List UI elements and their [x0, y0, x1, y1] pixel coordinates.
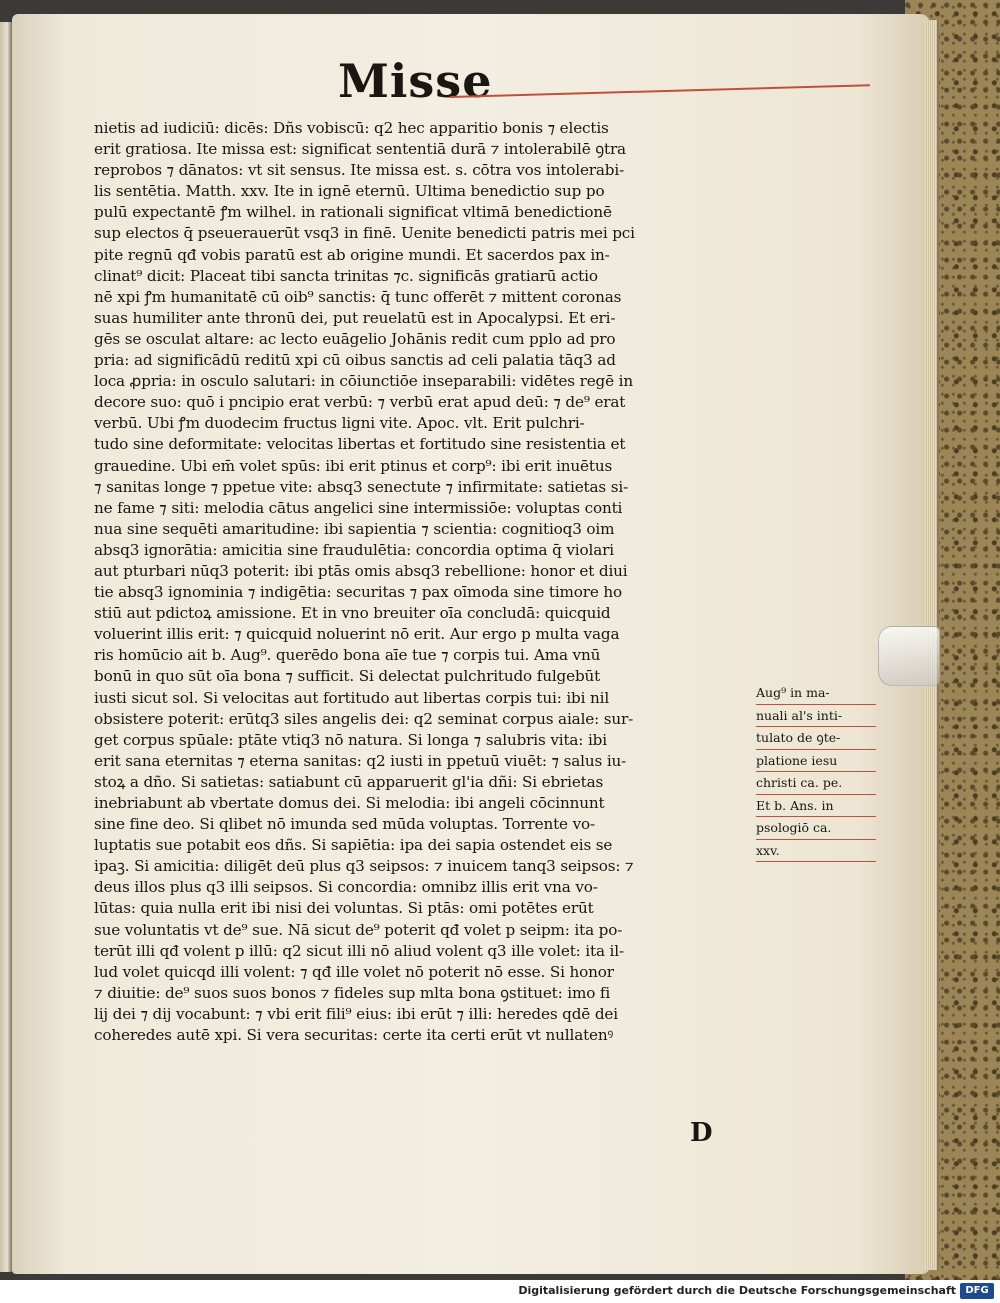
- text-line: clinat⁹ dicit: Placeat tibi sancta trinitas ⁊c. significās gratiarū actio: [94, 266, 598, 285]
- marginal-note-line: xxv.: [756, 840, 876, 863]
- text-line: pria: ad significādū reditū xpi cū oibus sanctis ad celi palatia tāq3 ad: [94, 351, 616, 370]
- signature-mark: D: [690, 1118, 713, 1148]
- running-head: Misse: [338, 54, 493, 108]
- text-line: erit gratiosa. Ite missa est: significat sententiā durā ⁊ intolerabilē ꝯtra: [94, 140, 626, 159]
- text-line: sue voluntatis vt de⁹ sue. Nā sicut de⁹ poterit qđ volet p seipm: ita po-: [94, 920, 623, 939]
- text-line: decore suo: quō i pncipio erat verbū: ⁊ verbū erat apud deū: ⁊ de⁹ erat: [94, 393, 626, 412]
- text-line: get corpus spūale: ptāte vtiq3 nō natura. Si longa ⁊ salubris vita: ibi: [94, 730, 607, 749]
- text-line: nē xpi ꝭm humanitatē cū oib⁹ sanctis: q̄ tunc offerēt ⁊ mittent coronas: [94, 287, 622, 306]
- text-line: inebriabunt ab vbertate domus dei. Si melodia: ibi angeli cōcinnunt: [94, 794, 605, 812]
- left-page-edge: [0, 22, 12, 1272]
- marginal-note-line: Aug⁹ in ma-: [756, 682, 876, 705]
- text-line: ⁊ sanitas longe ⁊ ppetue vite: absq3 senectute ⁊ infirmitate: satietas si-: [94, 477, 629, 496]
- text-line: sup electos q̄ pseuerauerūt vsq3 in finē. Uenite benedicti patris mei pci: [94, 224, 635, 243]
- text-line: stoꝝ a dño. Si satietas: satiabunt cū apparuerit gl'ia dñi: Si ebrietas: [94, 772, 604, 791]
- text-line: absq3 ignorātia: amicitia sine fraudulētia: concordia optima q̄ violari: [94, 540, 614, 559]
- marginal-note-line: psologiō ca.: [756, 817, 876, 840]
- text-line: nietis ad iudiciū: dicēs: Dñs vobiscū: q2 hec apparitio bonis ⁊ electis: [94, 119, 609, 137]
- text-line: lis sentētia. Matth. xxv. Ite in ignē eternū. Ultima benedictio sup po: [94, 182, 605, 201]
- marginal-note-line: nuali al's inti-: [756, 705, 876, 728]
- page-clip: [878, 626, 940, 686]
- text-line: iusti sicut sol. Si velocitas aut fortitudo aut libertas corpis tui: ibi nil: [94, 688, 610, 707]
- text-line: pite regnū qđ vobis paratū est ab origine mundi. Et sacerdos pax in-: [94, 245, 610, 264]
- text-line: erit sana eternitas ⁊ eterna sanitas: q2 iusti in ppetuū viuēt: ⁊ salus iu-: [94, 751, 627, 770]
- text-line: tie absq3 ignominia ⁊ indigētia: securitas ⁊ pax oīmoda sine timore ho: [94, 583, 623, 602]
- marginal-note-line: Et b. Ans. in: [756, 795, 876, 818]
- marginal-note: [756, 682, 876, 862]
- text-line: coheredes autē xpi. Si vera securitas: certe ita certi erūt vt nullatenꝰ: [94, 1026, 614, 1045]
- marginal-note-line: christi ca. pe.: [756, 772, 876, 795]
- text-line: obsistere poterit: erūtq3 siles angelis dei: q2 seminat corpus aiale: sur-: [94, 709, 634, 728]
- text-line: deus illos plus q3 illi seipsos. Si concordia: omnibz illis erit vna vo-: [94, 878, 598, 897]
- footer-bar: [0, 1280, 1000, 1303]
- text-line: suas humiliter ante thronū dei, put reuelatū est in Apocalypsi. Et eri-: [94, 308, 616, 327]
- text-line: loca ꝓpria: in osculo salutari: in cōiunctiōe inseparabili: vidētes regē in: [94, 372, 633, 391]
- text-line: terūt illi qđ volent p illū: q2 sicut illi nō aliud volent q3 ille volet: ita il-: [94, 941, 624, 960]
- marginal-note-line: tulato de ꝯte-: [756, 727, 876, 750]
- text-line: nua sine sequēti amaritudine: ibi sapientia ⁊ scientia: cognitioq3 oim: [94, 519, 615, 538]
- dfg-logo: DFG: [960, 1283, 994, 1299]
- text-line: gēs se osculat altare: ac lecto euāgelio Johānis redit cum pplo ad pro: [94, 329, 616, 348]
- text-line: ipaꝫ. Si amicitia: diligēt deū plus q3 seipsos: ⁊ inuicem tanq3 seipsos: ⁊: [94, 857, 634, 876]
- text-line: stiū aut pdictoꝝ amissione. Et in vno breuiter oīa concludā: quicquid: [94, 604, 611, 623]
- text-line: voluerint illis erit: ⁊ quicquid noluerint nō erit. Aur ergo p multa vaga: [94, 625, 620, 644]
- text-line: ne fame ⁊ siti: melodia cātus angelici sine intermissiōe: voluptas conti: [94, 498, 623, 517]
- text-line: ris homūcio ait b. Aug⁹. querēdo bona aīe tue ⁊ corpis tui. Ama vnū: [94, 646, 601, 665]
- text-line: lij dei ⁊ dij vocabunt: ⁊ vbi erit fili⁹ eius: ibi erūt ⁊ illi: heredes qdē dei: [94, 1004, 618, 1023]
- text-line: sine fine deo. Si qlibet nō imunda sed mūda voluptas. Torrente vo-: [94, 815, 595, 834]
- text-line: tudo sine deformitate: velocitas libertas et fortitudo sine resistentia et: [94, 435, 626, 454]
- text-line: aut pturbari nūq3 poterit: ibi ptās omis absq3 rebellione: honor et diui: [94, 561, 628, 580]
- text-line: ⁊ diuitie: de⁹ suos suos bonos ⁊ fideles sup mlta bona ꝯstituet: imo fi: [94, 983, 611, 1002]
- text-line: lūtas: quia nulla erit ibi nisi dei voluntas. Si ptās: omi potētes erūt: [94, 899, 594, 918]
- funding-credit: Digitalisierung gefördert durch die Deutsche Forschungsgemeinschaft: [518, 1284, 956, 1297]
- text-line: lud volet quicqd illi volent: ⁊ qđ ille volet nō poterit nō esse. Si honor: [94, 962, 614, 981]
- text-line: luptatis sue potabit eos dñs. Si sapiētia: ipa dei sapia ostendet eis se: [94, 836, 613, 855]
- text-line: reprobos ⁊ dānatos: vt sit sensus. Ite missa est. s. cōtra vos intolerabi-: [94, 161, 625, 180]
- marginal-note-line: platione iesu: [756, 750, 876, 773]
- text-line: pulū expectantē ꝭm wilhel. in rationali significat vltimā benedictionē: [94, 203, 612, 222]
- text-line: verbū. Ubi ꝭm duodecim fructus ligni vite. Apoc. vlt. Erit pulchri-: [94, 414, 585, 433]
- text-line: grauedine. Ubi em̄ volet spūs: ibi erit ptinus et corp⁹: ibi erit inuētus: [94, 456, 613, 475]
- text-line: bonū in quo sūt oīa bona ⁊ sufficit. Si delectat pulchritudo fulgebūt: [94, 667, 601, 686]
- body-text: [94, 118, 774, 1046]
